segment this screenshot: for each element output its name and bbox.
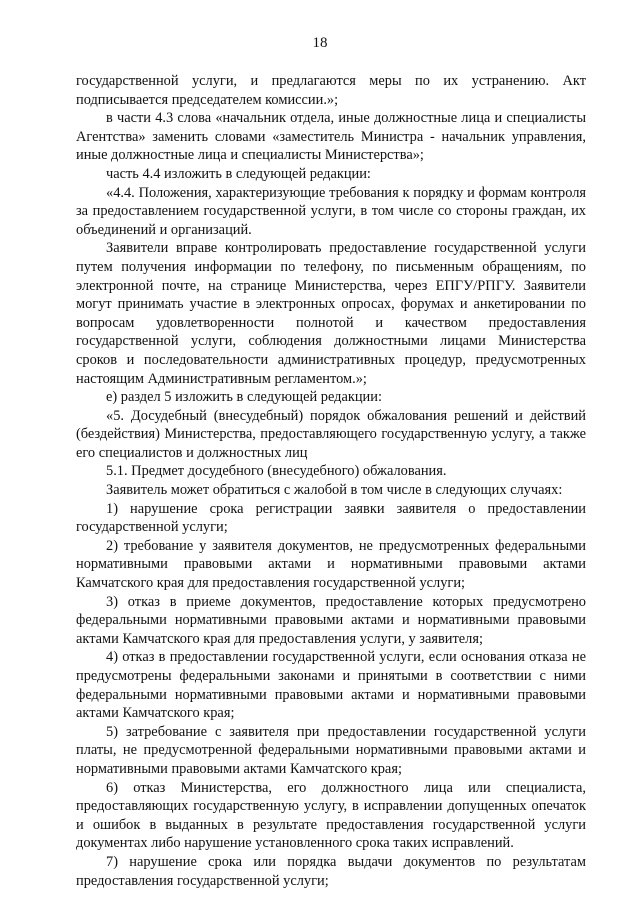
paragraph-continuation: государственной услуги, и предлагаются меры по их устранению. Акт подписывается председателем комиссии.»; (76, 73, 586, 108)
paragraph-section-5-heading: «5. Досудебный (внесудебный) порядок обжалования решений и действий (бездействия) Министерства, предоставляющего государственную услугу, а также его специалистов и должностных лиц (76, 407, 586, 461)
list-item-case-2: 2) требование у заявителя документов, не предусмотренных федеральными нормативными правовыми актами и нормативными правовыми актами Камчатского края для предоставления государственной услуги; (76, 537, 586, 592)
list-item-case-6: 6) отказ Министерства, его должностного лица или специалиста, предоставляющих государственную услугу, в исправлении допущенных опечаток и ошибок в выданных в результате предоставления государственной услуги документах либо нарушение установленного срока таких исправлений. (76, 779, 586, 852)
paragraph-applicants-control: Заявители вправе контролировать предоставление государственной услуги путем получения информации по телефону, по письменным обращениям, по электронной почте, на странице Министерства, через ЕПГУ/РПГУ. Заявители могут принимать участие в электронных опросах, форумах и анкетировании по вопросам удовлетворенности полнотой и качеством предоставления государственной услуги, соблюдения должностными лицами Министерства сроков и последовательности административных процедур, предусмотренных настоящим Административным регламентом.»; (76, 240, 586, 387)
document-body (76, 72, 586, 890)
list-item-case-7: 7) нарушение срока или порядка выдачи документов по результатам предоставления государственной услуги; (76, 853, 586, 889)
list-item-case-4: 4) отказ в предоставлении государственной услуги, если основания отказа не предусмотрены федеральными законами и принятыми в соответствии с ними федеральными нормативными правовыми актами и нормативными правовыми актами Камчатского края; (76, 649, 586, 722)
paragraph-section-5-intro: е) раздел 5 изложить в следующей редакции: (106, 389, 382, 406)
page-number: 18 (312, 35, 328, 51)
paragraph-complaint-cases-intro: Заявитель может обратиться с жалобой в том числе в следующих случаях: (106, 482, 563, 499)
list-item-case-5: 5) затребование с заявителя при предоставлении государственной услуги платы, не предусмотренной федеральными нормативными правовыми актами и нормативными правовыми актами Камчатского края; (76, 723, 586, 777)
list-item-case-3: 3) отказ в приеме документов, предоставление которых предусмотрено федеральными нормативными правовыми актами и нормативными правовыми актами Камчатского края для предоставления услуги, у заявителя; (76, 593, 586, 647)
paragraph-part-4-3-amendment: в части 4.3 слова «начальник отдела, иные должностные лица и специалисты Агентства» заменить словами «заместитель Министра - начальник управления, иные должностные лица и специалисты Министерства»; (76, 110, 586, 164)
paragraph-5-1-heading: 5.1. Предмет досудебного (внесудебного) обжалования. (106, 463, 447, 480)
paragraph-part-4-4-intro: часть 4.4 изложить в следующей редакции: (106, 165, 371, 182)
paragraph-4-4-heading: «4.4. Положения, характеризующие требования к порядку и формам контроля за предоставлением государственной услуги, в том числе со стороны граждан, их объединений и организаций. (76, 184, 586, 238)
list-item-case-1: 1) нарушение срока регистрации заявки заявителя о предоставлении государственной услуги; (76, 500, 586, 536)
